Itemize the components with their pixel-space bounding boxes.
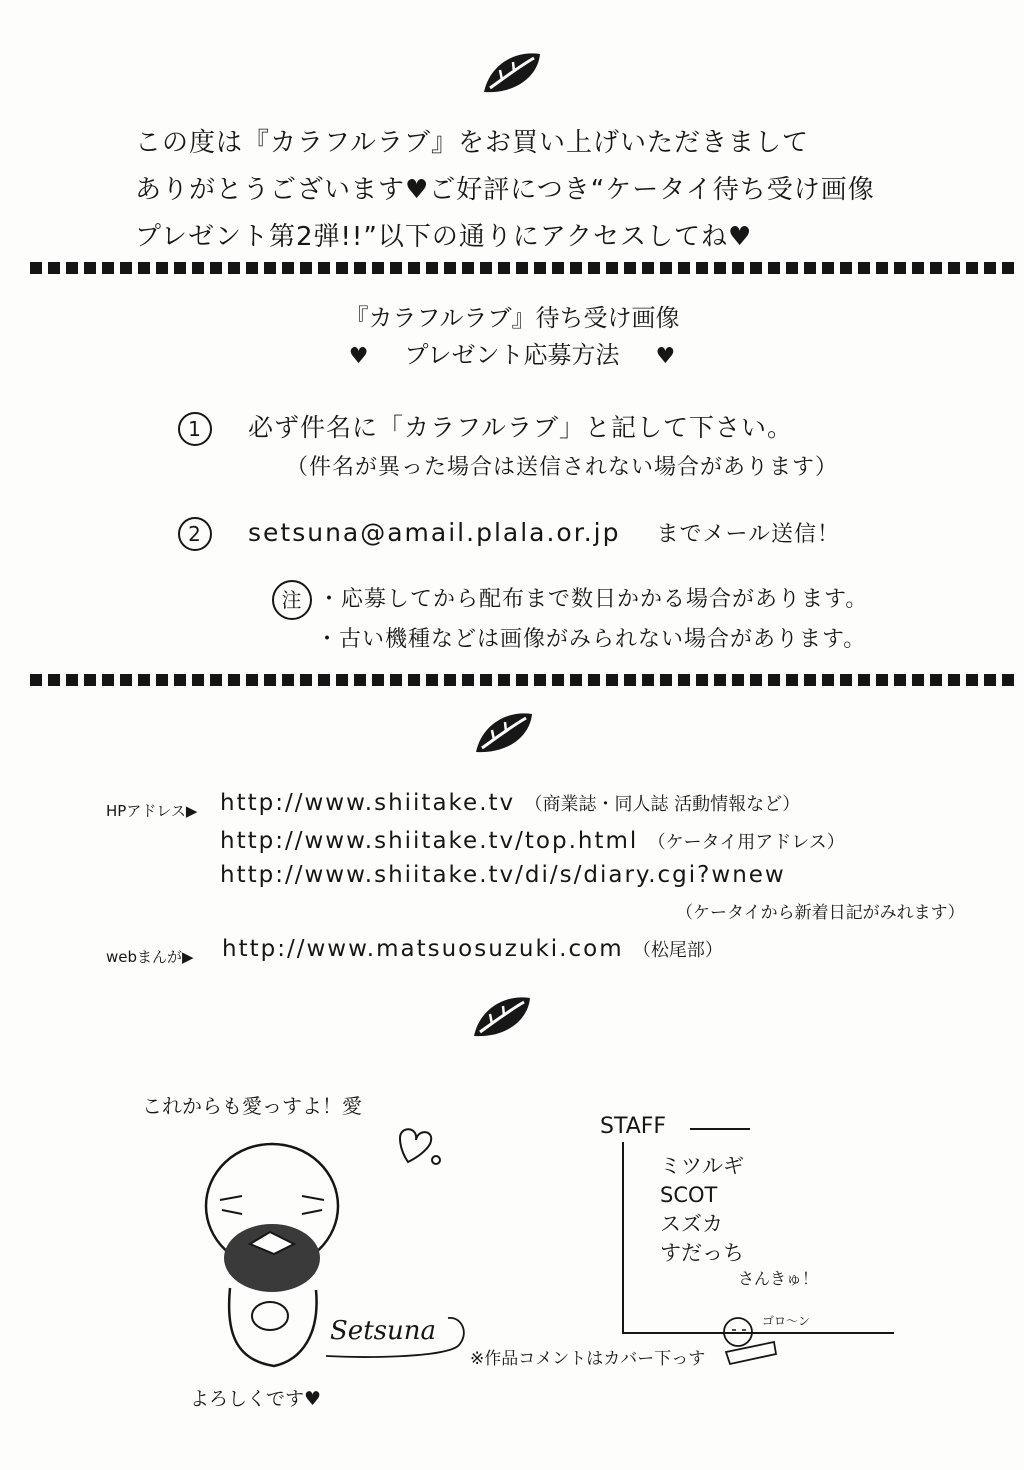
hp-link-1 — [220, 790, 800, 816]
staff-name-4: すだっち — [660, 1241, 744, 1265]
hp-address-label: HPアドレス▶ — [106, 802, 198, 820]
step-2-number: 2 — [178, 517, 212, 551]
staff-name-2: SCOT — [660, 1183, 718, 1207]
intro-line-3: プレゼント第2弾!!”以下の通りにアクセスしてね♥ — [135, 222, 753, 252]
web-url-note: （松尾部） — [632, 940, 723, 961]
step-1-number: 1 — [178, 412, 212, 446]
step-1-sub: （件名が異った場合は送信されない場合があります） — [286, 455, 839, 480]
heart-icon-right: ♥ — [655, 344, 676, 369]
leaf-icon-middle — [472, 708, 536, 758]
staff-name-1: ミツルギ — [660, 1154, 744, 1178]
staff-name-3: スズカ — [660, 1212, 723, 1236]
method-title-line-1: 『カラフルラブ』待ち受け画像 — [344, 304, 680, 332]
note-1 — [272, 580, 868, 620]
step-2 — [178, 517, 840, 551]
signature-swirl — [322, 1306, 472, 1362]
step-1 — [178, 408, 793, 446]
staff-title: STAFF — [600, 1114, 667, 1139]
hp-url-3[interactable]: http://www.shiitake.tv/di/s/diary.cgi?wnew — [220, 862, 786, 888]
heart-icon-left: ♥ — [348, 344, 369, 369]
hp-url-1-note: （商業誌・同人誌 活動情報など） — [524, 794, 801, 815]
staff-thanks: さんきゅ！ — [738, 1269, 819, 1288]
staff-box-top-line — [690, 1128, 750, 1130]
hp-link-2 — [220, 828, 845, 854]
hp-url-3-note: （ケータイから新着日記がみれます） — [676, 903, 965, 923]
intro-text — [135, 120, 955, 261]
speech-text: これからも愛っすよ！愛 — [142, 1094, 362, 1118]
web-link — [222, 936, 723, 962]
note-1-text: ・応募してから配布まで数日かかる場合があります。 — [318, 587, 869, 612]
dashed-divider-bottom — [30, 674, 1016, 686]
leaf-icon-bottom — [470, 992, 534, 1042]
intro-line-1: この度は『カラフルラブ』をお買い上げいただきまして — [135, 128, 809, 158]
heart-doodle-icon — [390, 1120, 450, 1170]
method-title-line-2 — [0, 335, 1024, 370]
step-1-text: 必ず件名に「カラフルラブ」と記して下さい。 — [248, 413, 794, 442]
staff-names — [660, 1152, 744, 1268]
hp-url-1[interactable]: http://www.shiitake.tv — [220, 790, 516, 816]
dashed-divider-top — [30, 262, 1016, 274]
hp-url-2-note: （ケータイ用アドレス） — [647, 832, 845, 853]
hp-link-3 — [220, 862, 786, 888]
note-2: ・古い機種などは画像がみられない場合があります。 — [316, 627, 867, 652]
closing-caption: よろしくです♥ — [190, 1388, 322, 1410]
leaf-icon-top — [480, 48, 544, 98]
web-url[interactable]: http://www.matsuosuzuki.com — [222, 936, 624, 962]
cover-note: ※作品コメントはカバー下っす — [470, 1349, 706, 1369]
note-mark: 注 — [272, 580, 312, 620]
signature: Setsuna — [330, 1316, 436, 1346]
step-2-text: までメール送信！ — [656, 522, 841, 547]
web-manga-label: webまんが▶ — [106, 948, 194, 966]
sfx-text: ゴロ〜ン — [762, 1314, 811, 1328]
hp-url-2[interactable]: http://www.shiitake.tv/top.html — [220, 828, 639, 854]
step-2-email[interactable]: setsuna@amail.plala.or.jp — [248, 518, 621, 547]
intro-line-2: ありがとうございます♥ご好評につき“ケータイ待ち受け画像 — [135, 175, 875, 205]
method-title-text: プレゼント応募方法 — [404, 341, 620, 369]
